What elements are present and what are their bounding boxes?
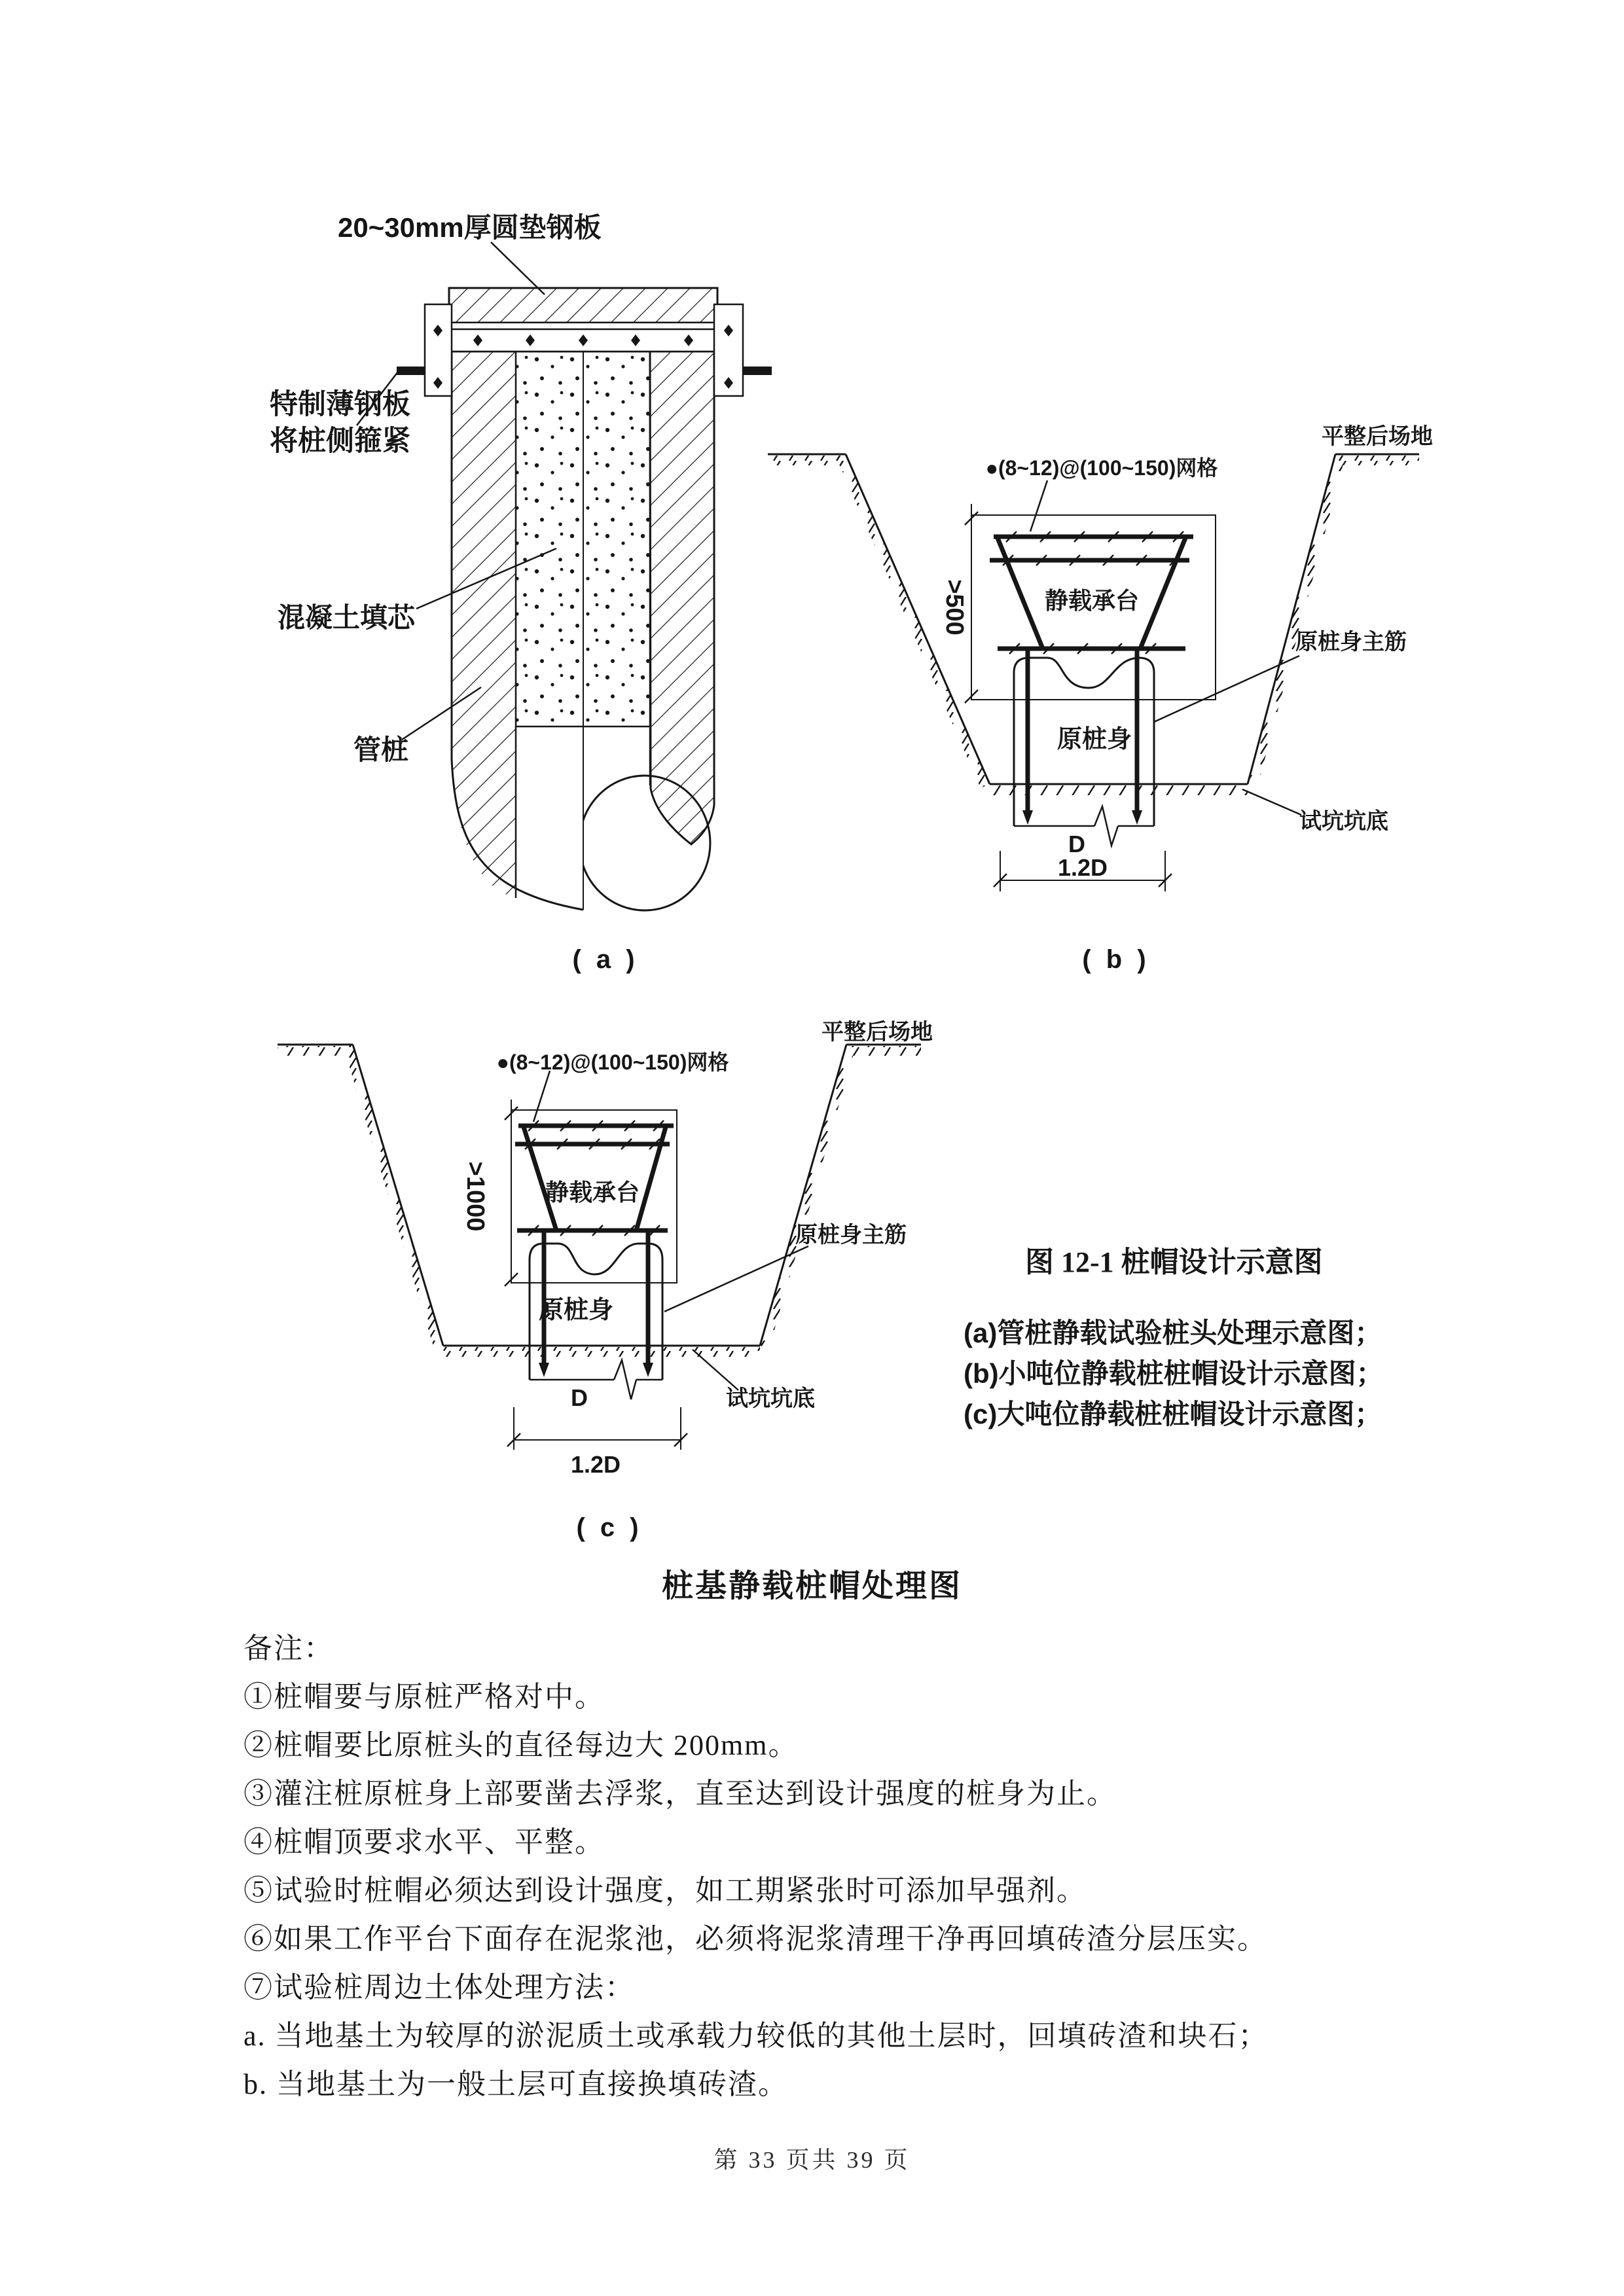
note-item: ⑥如果工作平台下面存在泥浆池，必须将泥浆清理干净再回填砖渣分层压实。 xyxy=(244,1923,1267,1955)
mesh-label: ●(8~12)@(100~150)网格 xyxy=(985,456,1218,480)
tension-dash-right xyxy=(743,367,772,375)
cap-label: 静载承台 xyxy=(1044,587,1140,614)
mesh-ticks xyxy=(525,1121,664,1236)
rebar-label: 原桩身主筋 xyxy=(795,1223,907,1247)
cap-label: 静载承台 xyxy=(545,1179,640,1206)
d-dimension xyxy=(530,1360,662,1399)
figure-caption-lines xyxy=(964,1313,1384,1435)
steel-bearing-plate xyxy=(449,288,717,323)
pile-body-label: 原桩身 xyxy=(1056,726,1132,753)
rebar-arrowheads xyxy=(1022,810,1142,825)
note-item: ①桩帽要与原桩严格对中。 xyxy=(244,1681,605,1713)
note-item: ③灌注桩原桩身上部要凿去浮浆，直至达到设计强度的桩身为止。 xyxy=(244,1778,1117,1810)
figure-caption-title: 图 12-1 桩帽设计示意图 xyxy=(1025,1246,1323,1278)
plate-label: 20~30mm厚圆垫钢板 xyxy=(338,212,602,243)
clamp-label-line1: 特制薄钢板 xyxy=(270,389,410,420)
sublabel-b: ( b ) xyxy=(1082,945,1150,974)
note-item: ②桩帽要比原桩头的直径每边大 200mm。 xyxy=(244,1729,799,1761)
caption-line-b: (b)小吨位静载桩桩帽设计示意图； xyxy=(964,1358,1384,1389)
note-item: ⑦试验桩周边土体处理方法： xyxy=(244,1971,635,2003)
notes-heading: 备注： xyxy=(244,1632,334,1664)
sublabel-c: ( c ) xyxy=(576,1513,643,1542)
core-label: 混凝土填芯 xyxy=(278,602,416,633)
diagram-b-small-tonnage-cap xyxy=(746,412,1506,903)
cap-mesh-bars xyxy=(990,537,1193,814)
dim-12d-label: 1.2D xyxy=(570,1451,621,1478)
dim-12d-label: 1.2D xyxy=(1057,854,1108,881)
height-dim-label: >500 xyxy=(941,579,968,636)
height-dim-label: >1000 xyxy=(461,1161,489,1232)
pile-right-wall xyxy=(650,351,714,844)
dim-d-label: D xyxy=(1068,831,1085,857)
pile-body-label: 原桩身 xyxy=(538,1297,614,1324)
clamp-label-line2: 将桩侧箍紧 xyxy=(270,425,410,457)
note-item: ⑤试验时桩帽必须达到设计强度，如工期紧张时可添加早强剂。 xyxy=(244,1874,1087,1907)
caption-line-a: (a)管桩静载试验桩头处理示意图； xyxy=(964,1318,1382,1348)
rebar-label: 原桩身主筋 xyxy=(1295,630,1407,655)
main-title: 桩基静载桩帽处理图 xyxy=(661,1569,962,1604)
notes-block xyxy=(244,1624,1269,2109)
page-footer: 第 33 页共 39 页 xyxy=(713,2147,911,2173)
diagram-c-large-tonnage-cap xyxy=(249,1001,943,1499)
note-item: ④桩帽顶要求水平、平整。 xyxy=(244,1826,605,1858)
plate-edge-strip xyxy=(449,323,717,329)
note-item: a. 当地基土为较厚的淤泥质土或承载力较低的其他土层时，回填砖渣和块石； xyxy=(244,2020,1269,2052)
diagram-a-pipe-pile-section xyxy=(236,183,825,929)
note-item: b. 当地基土为一般土层可直接换填砖渣。 xyxy=(244,2068,788,2100)
rebar-arrowheads xyxy=(539,1363,653,1377)
pit-bottom-label: 试坑坑底 xyxy=(1299,809,1388,834)
cap-mesh-bars xyxy=(515,1126,674,1365)
pit-bottom-label: 试坑坑底 xyxy=(726,1386,815,1411)
sublabel-a: ( a ) xyxy=(572,945,639,974)
mesh-label: ●(8~12)@(100~150)网格 xyxy=(496,1050,729,1074)
dim-d-label: D xyxy=(571,1384,588,1411)
tension-dash-left xyxy=(397,367,425,375)
ground-label: 平整后场地 xyxy=(1322,424,1433,449)
caption-line-c: (c)大吨位静载桩桩帽设计示意图； xyxy=(964,1399,1382,1429)
ground-label: 平整后场地 xyxy=(821,1020,933,1045)
pile-label: 管桩 xyxy=(353,734,409,765)
d12-dimension xyxy=(514,1407,681,1450)
pile-left-wall xyxy=(452,351,516,898)
